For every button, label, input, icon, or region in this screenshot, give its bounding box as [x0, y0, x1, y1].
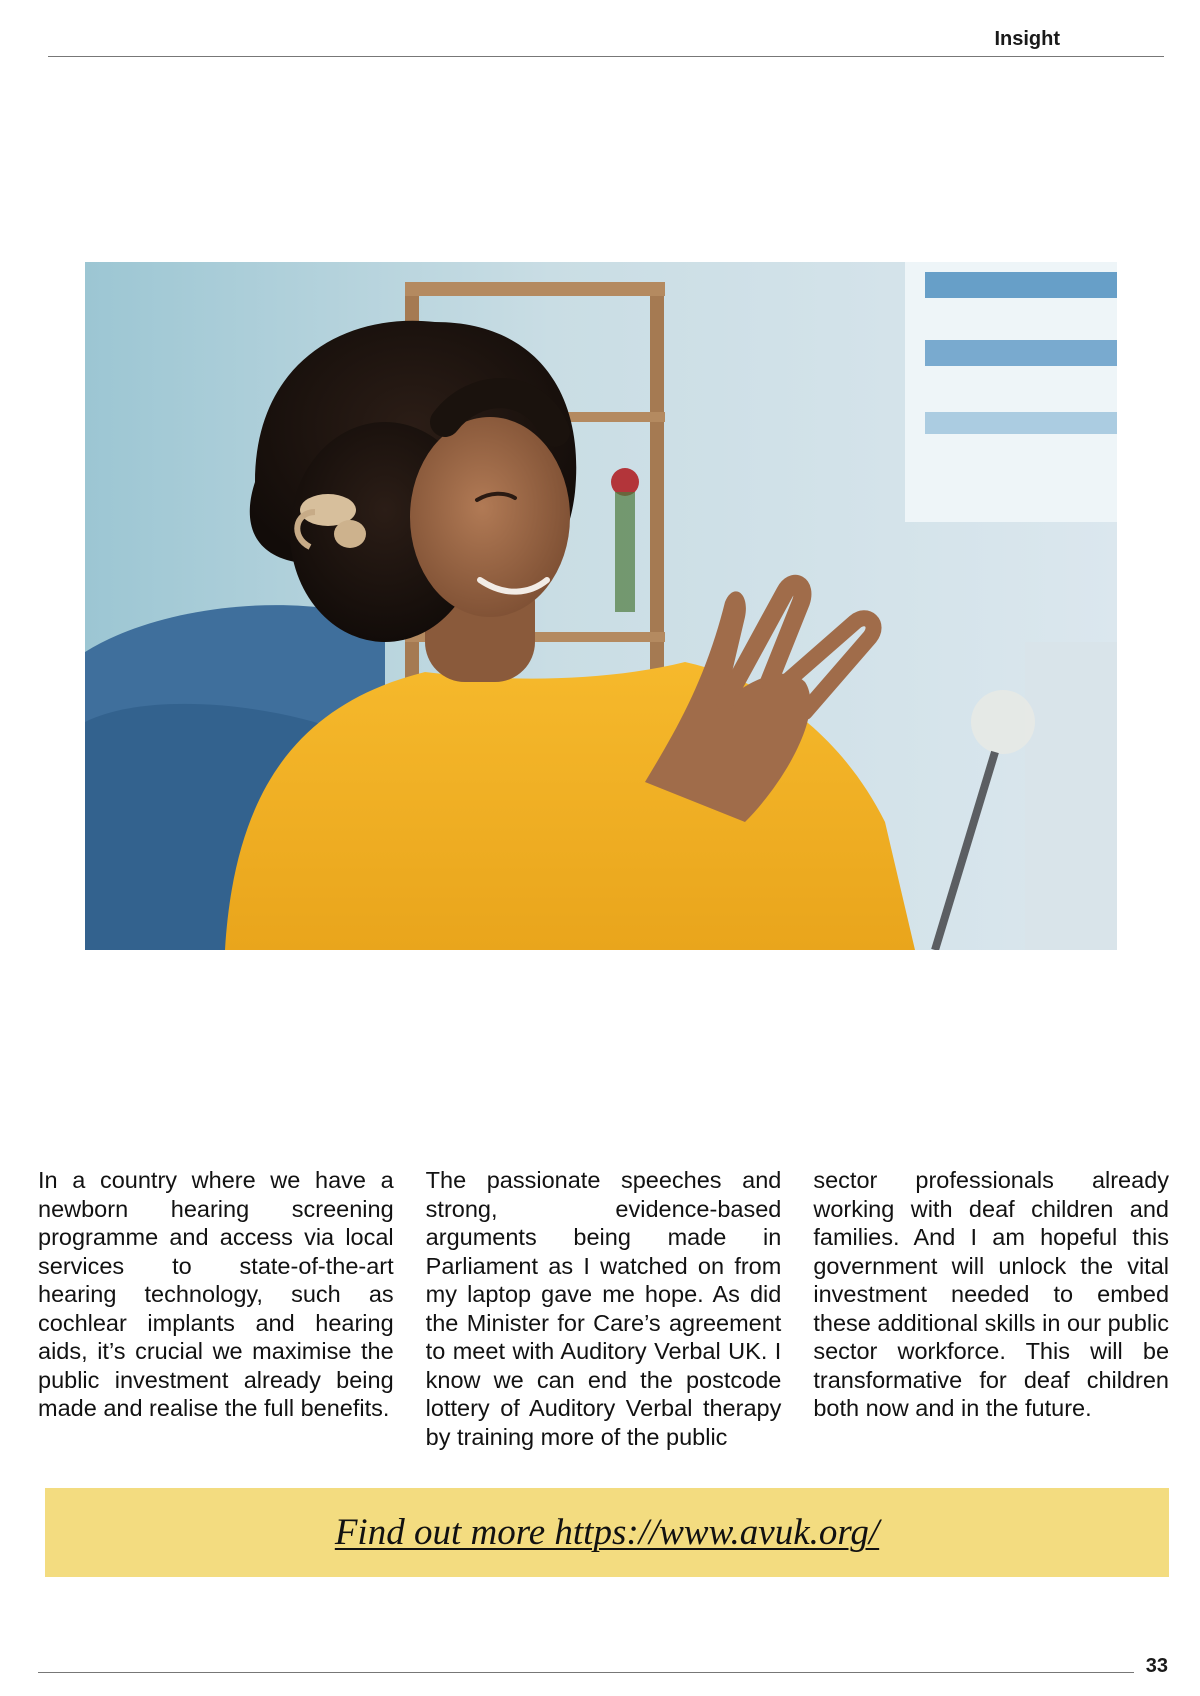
footer-divider	[38, 1672, 1134, 1673]
photo-illustration	[85, 262, 1117, 950]
cta-banner	[45, 1488, 1169, 1577]
article-column-2: The passionate speeches and strong, evidence-based arguments being made in Parliament as I watched on from my laptop gave me hope. As did the Minister for Care’s agreement to meet with Auditory Verbal UK. I know we can end the postcode lottery of Auditory Verbal therapy by training more of the public	[425, 1167, 782, 1450]
find-out-more-link[interactable]: Find out more https://www.avuk.org/	[334, 1512, 880, 1553]
page-number: 33	[1145, 1655, 1168, 1677]
article-column-1: In a country where we have a newborn hearing screening programme and access via local services to state-of-the-art hearing technology, such as cochlear implants and hearing aids, it’s crucial we maximise the public investment already being made and realise the full benefits.	[38, 1167, 394, 1421]
article-body	[38, 1166, 1169, 1451]
section-label: Insight	[994, 28, 1060, 50]
header-divider	[48, 56, 1164, 57]
article-column-3: sector professionals already working with deaf children and families. And I am hopeful this government will unlock the vital investment needed to embed these additional skills in our public sector workforce. This will be transformative for deaf children both now and in the future.	[813, 1167, 1170, 1421]
article-photo	[85, 262, 1117, 950]
